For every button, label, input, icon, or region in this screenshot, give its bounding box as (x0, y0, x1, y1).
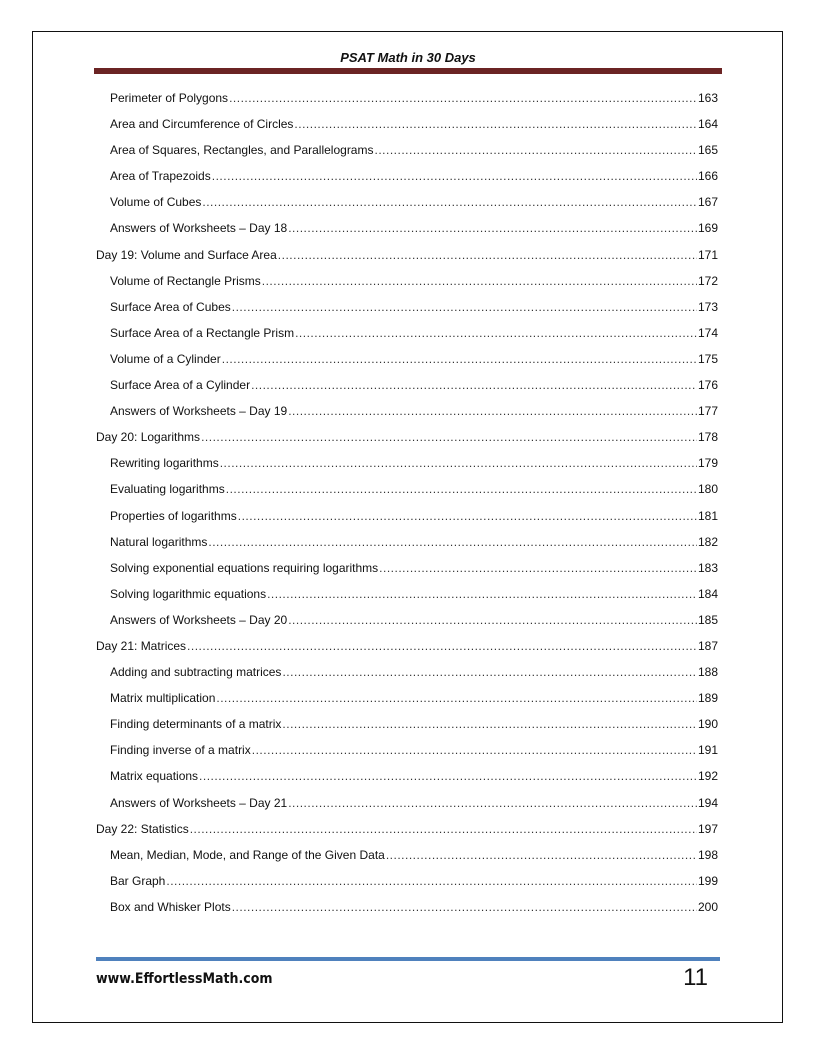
toc-entry-page: 198 (697, 847, 718, 862)
toc-entry-page: 171 (697, 247, 718, 262)
toc-entry-page: 177 (697, 404, 718, 419)
toc-dot-leader (226, 482, 697, 496)
toc-entry-page: 173 (697, 299, 718, 314)
toc-dot-leader (212, 169, 697, 183)
toc-dot-leader (288, 221, 697, 235)
page-number: 11 (683, 964, 708, 991)
toc-entry-page: 187 (697, 638, 718, 653)
toc-section-entry[interactable] (96, 561, 718, 587)
toc-entry-title: Surface Area of a Cylinder (110, 378, 251, 393)
toc-dot-leader (201, 430, 697, 444)
toc-entry-title: Natural logarithms (110, 534, 208, 549)
toc-dot-leader (190, 822, 697, 836)
toc-entry-title: Area of Squares, Rectangles, and Parallelograms (110, 143, 374, 158)
toc-dot-leader (220, 456, 697, 470)
toc-section-entry[interactable] (96, 456, 718, 482)
toc-entry-title: Volume of Cubes (110, 195, 202, 210)
toc-entry-page: 178 (697, 430, 718, 445)
toc-section-entry[interactable] (96, 769, 718, 795)
toc-section-entry[interactable] (96, 195, 718, 221)
toc-entry-page: 194 (697, 795, 718, 810)
toc-entry-page: 184 (697, 586, 718, 601)
toc-entry-title: Day 19: Volume and Surface Area (96, 247, 277, 262)
toc-dot-leader (208, 535, 697, 549)
toc-entry-title: Finding determinants of a matrix (110, 717, 282, 732)
toc-section-entry[interactable] (96, 378, 718, 404)
toc-dot-leader (251, 378, 697, 392)
toc-entry-title: Day 20: Logarithms (96, 430, 201, 445)
toc-dot-leader (238, 509, 697, 523)
toc-section-entry[interactable] (96, 274, 718, 300)
toc-dot-leader (374, 143, 696, 157)
toc-entry-title: Perimeter of Polygons (110, 91, 229, 105)
toc-entry-title: Matrix multiplication (110, 691, 216, 706)
toc-entry-page: 176 (697, 378, 718, 393)
toc-entry-title: Matrix equations (110, 769, 199, 784)
toc-entry-title: Rewriting logarithms (110, 456, 219, 471)
toc-entry-page: 165 (697, 143, 718, 158)
toc-section-entry[interactable] (96, 482, 718, 508)
toc-dot-leader (222, 352, 697, 366)
toc-section-entry[interactable] (96, 352, 718, 378)
toc-dot-leader (187, 639, 697, 653)
toc-entry-page: 182 (697, 534, 718, 549)
toc-entry-page: 172 (697, 273, 718, 288)
toc-entry-page: 166 (697, 169, 718, 184)
toc-entry-page: 163 (697, 91, 718, 105)
toc-section-entry[interactable] (96, 169, 718, 195)
toc-entry-page: 189 (697, 691, 718, 706)
toc-dot-leader (379, 561, 697, 575)
toc-entry-page: 199 (697, 873, 718, 888)
toc-entry-page: 167 (697, 195, 718, 210)
toc-section-entry[interactable] (96, 587, 718, 613)
toc-section-entry[interactable] (96, 143, 718, 169)
toc-dot-leader (267, 587, 697, 601)
toc-section-entry[interactable] (96, 665, 718, 691)
toc-entry-page: 174 (697, 325, 718, 340)
toc-dot-leader (282, 665, 697, 679)
toc-dot-leader (216, 691, 697, 705)
toc-dot-leader (386, 848, 697, 862)
toc-section-entry[interactable] (96, 691, 718, 717)
toc-section-entry[interactable] (96, 300, 718, 326)
toc-entry-page: 191 (697, 743, 718, 758)
toc-section-entry[interactable] (96, 848, 718, 874)
toc-section-entry[interactable] (96, 613, 718, 639)
toc-entry-page: 175 (697, 351, 718, 366)
toc-dot-leader (278, 248, 697, 262)
toc-entry-page: 190 (697, 717, 718, 732)
toc-section-entry[interactable] (96, 404, 718, 430)
toc-dot-leader (252, 743, 697, 757)
toc-dot-leader (294, 117, 697, 131)
toc-entry-title: Surface Area of a Rectangle Prism (110, 325, 295, 340)
table-of-contents (96, 91, 718, 926)
toc-section-entry[interactable] (96, 326, 718, 352)
toc-entry-page: 179 (697, 456, 718, 471)
toc-dot-leader (282, 717, 697, 731)
toc-dot-leader (288, 613, 697, 627)
toc-section-entry[interactable] (96, 535, 718, 561)
toc-entry-title: Answers of Worksheets – Day 18 (110, 221, 288, 236)
toc-section-entry[interactable] (96, 91, 718, 117)
toc-dot-leader (262, 274, 697, 288)
toc-entry-title: Answers of Worksheets – Day 20 (110, 612, 288, 627)
toc-section-entry[interactable] (96, 796, 718, 822)
toc-entry-title: Solving logarithmic equations (110, 586, 267, 601)
toc-entry-title: Box and Whisker Plots (110, 899, 231, 914)
toc-dot-leader (232, 300, 697, 314)
toc-section-entry[interactable] (96, 717, 718, 743)
toc-entry-title: Properties of logarithms (110, 508, 237, 523)
toc-entry-page: 183 (697, 560, 718, 575)
toc-entry-page: 169 (697, 221, 718, 236)
toc-dot-leader (199, 769, 697, 783)
toc-entry-title: Solving exponential equations requiring logarithms (110, 560, 379, 575)
toc-chapter-entry[interactable] (96, 822, 718, 848)
toc-entry-title: Bar Graph (110, 873, 166, 888)
toc-chapter-entry[interactable] (96, 639, 718, 665)
toc-entry-page: 197 (697, 821, 718, 836)
toc-dot-leader (232, 900, 697, 914)
toc-entry-page: 192 (697, 769, 718, 784)
toc-section-entry[interactable] (96, 221, 718, 247)
toc-dot-leader (295, 326, 697, 340)
toc-entry-page: 200 (697, 899, 718, 914)
toc-entry-page: 188 (697, 665, 718, 680)
toc-dot-leader (202, 195, 697, 209)
footer-rule (96, 957, 720, 961)
toc-section-entry[interactable] (96, 509, 718, 535)
toc-entry-title: Day 21: Matrices (96, 638, 187, 653)
toc-entry-title: Area of Trapezoids (110, 169, 211, 184)
toc-entry-title: Evaluating logarithms (110, 482, 225, 497)
toc-dot-leader (166, 874, 697, 888)
toc-entry-title: Mean, Median, Mode, and Range of the Given Data (110, 847, 385, 862)
toc-dot-leader (288, 404, 697, 418)
toc-entry-title: Answers of Worksheets – Day 21 (110, 795, 288, 810)
header-rule (94, 68, 722, 74)
toc-dot-leader (229, 91, 697, 105)
toc-chapter-entry[interactable] (96, 430, 718, 456)
toc-chapter-entry[interactable] (96, 248, 718, 274)
toc-entry-page: 185 (697, 612, 718, 627)
toc-entry-title: Surface Area of Cubes (110, 299, 231, 314)
toc-entry-title: Volume of Rectangle Prisms (110, 273, 261, 288)
toc-section-entry[interactable] (96, 117, 718, 143)
toc-section-entry[interactable] (96, 743, 718, 769)
toc-entry-title: Answers of Worksheets – Day 19 (110, 404, 288, 419)
toc-entry-title: Area and Circumference of Circles (110, 117, 294, 132)
footer-website: www.EffortlessMath.com (96, 971, 273, 987)
toc-entry-page: 164 (697, 117, 718, 132)
toc-section-entry[interactable] (96, 900, 718, 926)
toc-entry-page: 180 (697, 482, 718, 497)
toc-entry-title: Volume of a Cylinder (110, 351, 221, 366)
toc-section-entry[interactable] (96, 874, 718, 900)
toc-entry-title: Adding and subtracting matrices (110, 665, 282, 680)
toc-dot-leader (288, 796, 697, 810)
running-title: PSAT Math in 30 Days (340, 50, 476, 65)
toc-entry-title: Finding inverse of a matrix (110, 743, 251, 758)
toc-entry-title: Day 22: Statistics (96, 821, 189, 836)
toc-entry-page: 181 (697, 508, 718, 523)
